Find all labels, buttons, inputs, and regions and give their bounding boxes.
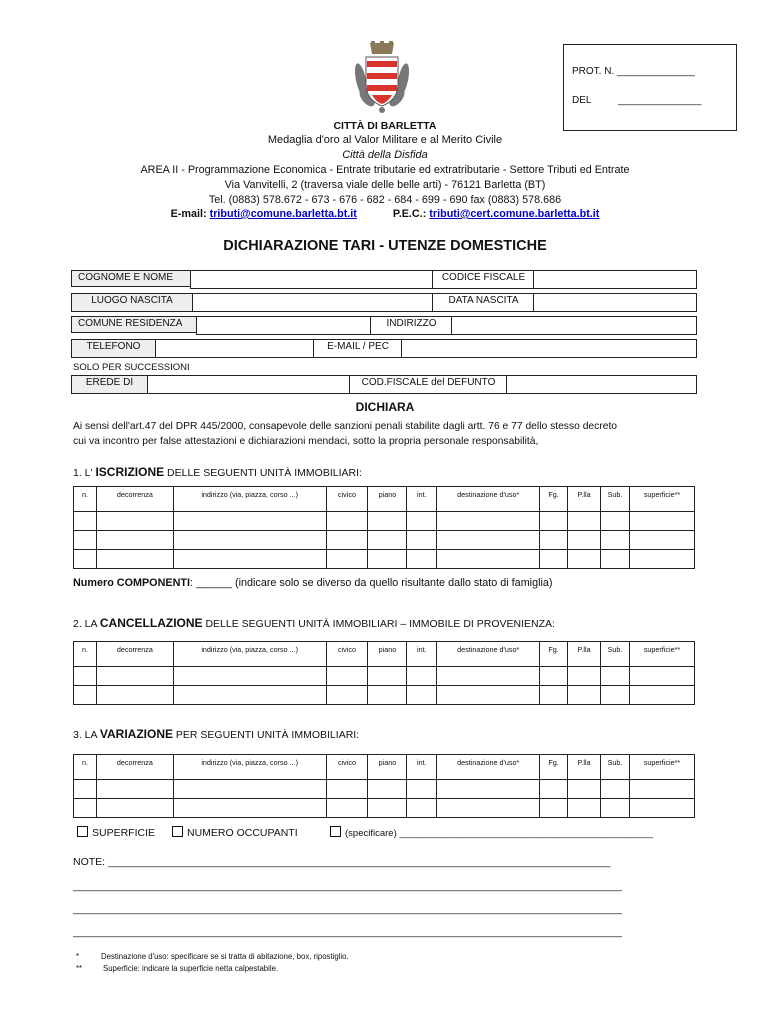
city-name: CITTÀ DI BARLETTA <box>333 120 437 132</box>
del-date-field[interactable]: _______________ <box>618 95 702 106</box>
email-pec-input[interactable] <box>401 339 697 358</box>
section1-suffix: DELLE SEGUENTI UNITÀ IMMOBILIARI: <box>167 467 362 479</box>
erede-di-label: EREDE DI <box>71 375 148 394</box>
col-sub: Sub. <box>601 487 630 512</box>
email-pec-label: E-MAIL / PEC <box>313 339 403 358</box>
section3-prefix: 3. LA <box>73 729 97 741</box>
section2-heading <box>73 616 555 630</box>
area-line: AREA II - Programmazione Economica - Entrate tributarie ed extratributarie - Settore Tributi ed Entrate <box>140 164 630 176</box>
col-fg: Fg. <box>540 755 568 780</box>
col-fg: Fg. <box>540 487 568 512</box>
col-civico: civico <box>326 642 368 667</box>
email-link[interactable]: tributi@comune.barletta.bt.it <box>209 208 357 220</box>
option-superficie[interactable] <box>77 826 155 839</box>
page-title: DICHIARAZIONE TARI - UTENZE DOMESTICHE <box>223 238 547 254</box>
city-subtitle: Città della Disfida <box>342 149 428 161</box>
dichiara-text-line1: Ai sensi dell'art.47 del DPR 445/2000, consapevole delle sanzioni penali stabilite dagli artt. 76 e 77 dello stesso decreto <box>73 421 618 432</box>
col-sub: Sub. <box>601 755 630 780</box>
col-superficie: superficie** <box>629 755 694 780</box>
footnote-text: Superficie: indicare la superficie netta calpestabile. <box>103 964 279 973</box>
section3-keyword: VARIAZIONE <box>99 727 173 741</box>
table-header-row <box>74 755 695 780</box>
comune-residenza-input[interactable] <box>196 316 372 335</box>
variazione-table <box>73 754 695 818</box>
componenti-line <box>73 577 553 589</box>
data-nascita-label: DATA NASCITA <box>432 293 535 312</box>
codice-fiscale-input[interactable] <box>533 270 697 289</box>
telefono-input[interactable] <box>153 339 315 358</box>
protocol-box <box>563 44 737 131</box>
col-civico: civico <box>326 755 368 780</box>
option-specificare[interactable] <box>330 826 653 839</box>
col-n: n. <box>74 487 97 512</box>
erede-di-input[interactable] <box>145 375 351 394</box>
pec-link[interactable]: tributi@cert.comune.barletta.bt.it <box>429 208 600 220</box>
footnote-mark: * <box>76 952 80 961</box>
col-decorrenza: decorrenza <box>96 755 173 780</box>
prot-number-field[interactable]: PROT. N. ______________ <box>572 66 695 77</box>
col-decorrenza: decorrenza <box>96 487 173 512</box>
phone-line: Tel. (0883) 578.672 - 673 - 676 - 682 - 684 - 699 - 690 fax (0883) 578.686 <box>208 194 562 206</box>
telefono-label: TELEFONO <box>71 339 156 358</box>
table-row[interactable] <box>74 550 695 569</box>
col-decorrenza: decorrenza <box>96 642 173 667</box>
dichiara-text-line2: cui va incontro per false attestazioni e dichiarazioni mendaci, sotto la propria personale responsabilità, <box>73 436 539 447</box>
comune-residenza-label: COMUNE RESIDENZA <box>71 316 197 333</box>
section1-prefix: 1. L' <box>73 467 93 479</box>
col-fg: Fg. <box>540 642 568 667</box>
specificare-checkbox[interactable] <box>330 826 341 837</box>
note-line[interactable]: ______________________________________________________________________________________________ <box>73 903 622 915</box>
del-label: DEL <box>572 95 592 106</box>
section1-keyword: ISCRIZIONE <box>95 465 165 479</box>
option-occupanti[interactable] <box>172 826 298 839</box>
col-n: n. <box>74 755 97 780</box>
occupanti-label: NUMERO OCCUPANTI <box>187 827 298 839</box>
col-indirizzo: indirizzo (via, piazza, corso ...) <box>173 755 326 780</box>
col-indirizzo: indirizzo (via, piazza, corso ...) <box>173 642 326 667</box>
superficie-checkbox[interactable] <box>77 826 88 837</box>
section2-prefix: 2. LA <box>73 618 97 630</box>
iscrizione-table <box>73 486 695 569</box>
note-line[interactable]: ______________________________________________________________________________________________ <box>73 926 622 938</box>
col-superficie: superficie** <box>629 642 694 667</box>
col-int: int. <box>407 487 437 512</box>
col-destinazione: destinazione d'uso* <box>437 642 540 667</box>
cognome-nome-label: COGNOME E NOME <box>71 270 191 287</box>
data-nascita-input[interactable] <box>533 293 697 312</box>
dichiara-title: DICHIARA <box>355 400 415 414</box>
componenti-input[interactable]: : ______ (indicare solo se diverso da quello risultante dallo stato di famiglia) <box>189 577 553 589</box>
address-line: Via Vanvitelli, 2 (traversa viale delle belle arti) - 76121 Barletta (BT) <box>224 179 546 191</box>
cod-fiscale-defunto-input[interactable] <box>506 375 697 394</box>
col-sub: Sub. <box>601 642 630 667</box>
table-row[interactable] <box>74 780 695 799</box>
col-plla: P.lla <box>568 755 601 780</box>
col-plla: P.lla <box>568 487 601 512</box>
note-line[interactable]: ______________________________________________________________________________________________ <box>73 880 622 892</box>
occupanti-checkbox[interactable] <box>172 826 183 837</box>
medal-line: Medaglia d'oro al Valor Militare e al Merito Civile <box>267 134 503 146</box>
indirizzo-input[interactable] <box>451 316 697 335</box>
table-row[interactable] <box>74 531 695 550</box>
cognome-nome-input[interactable] <box>190 270 434 289</box>
footnote-mark: ** <box>76 964 83 973</box>
col-destinazione: destinazione d'uso* <box>437 487 540 512</box>
note-field[interactable]: NOTE: ______________________________________________________________________________________ <box>73 856 611 868</box>
email-label: E-mail: <box>170 208 207 220</box>
section1-heading <box>73 465 362 479</box>
table-row[interactable] <box>74 686 695 705</box>
col-destinazione: destinazione d'uso* <box>437 755 540 780</box>
specificare-input[interactable]: (specificare) ________________________________________________ <box>345 828 653 839</box>
superficie-label: SUPERFICIE <box>92 827 156 839</box>
col-piano: piano <box>368 755 407 780</box>
successioni-label: SOLO PER SUCCESSIONI <box>73 362 190 373</box>
col-superficie: superficie** <box>629 487 694 512</box>
table-header-row <box>74 642 695 667</box>
col-n: n. <box>74 642 97 667</box>
col-piano: piano <box>368 487 407 512</box>
section2-keyword: CANCELLAZIONE <box>99 616 203 630</box>
col-piano: piano <box>368 642 407 667</box>
section3-heading <box>73 727 359 741</box>
coat-of-arms-logo <box>350 40 414 116</box>
cancellazione-table <box>73 641 695 705</box>
col-int: int. <box>407 755 437 780</box>
col-civico: civico <box>326 487 368 512</box>
section3-suffix: PER SEGUENTI UNITÀ IMMOBILIARI: <box>175 729 360 741</box>
luogo-nascita-label: LUOGO NASCITA <box>71 293 193 312</box>
luogo-nascita-input[interactable] <box>190 293 434 312</box>
col-indirizzo: indirizzo (via, piazza, corso ...) <box>173 487 326 512</box>
table-row[interactable] <box>74 667 695 686</box>
section2-suffix: DELLE SEGUENTI UNITÀ IMMOBILIARI – IMMOBILE DI PROVENIENZA: <box>205 618 555 630</box>
indirizzo-label: INDIRIZZO <box>370 316 453 335</box>
pec-label: P.E.C.: <box>392 208 427 220</box>
table-header-row <box>74 487 695 512</box>
footnote-text: Destinazione d'uso: specificare se si tratta di abitazione, box, ripostiglio. <box>101 952 349 961</box>
table-row[interactable] <box>74 799 695 818</box>
componenti-label: Numero COMPONENTI <box>73 577 190 589</box>
cod-fiscale-defunto-label: COD.FISCALE del DEFUNTO <box>349 375 508 394</box>
contact-line <box>0 208 770 220</box>
table-row[interactable] <box>74 512 695 531</box>
col-plla: P.lla <box>568 642 601 667</box>
col-int: int. <box>407 642 437 667</box>
codice-fiscale-label: CODICE FISCALE <box>432 270 535 289</box>
